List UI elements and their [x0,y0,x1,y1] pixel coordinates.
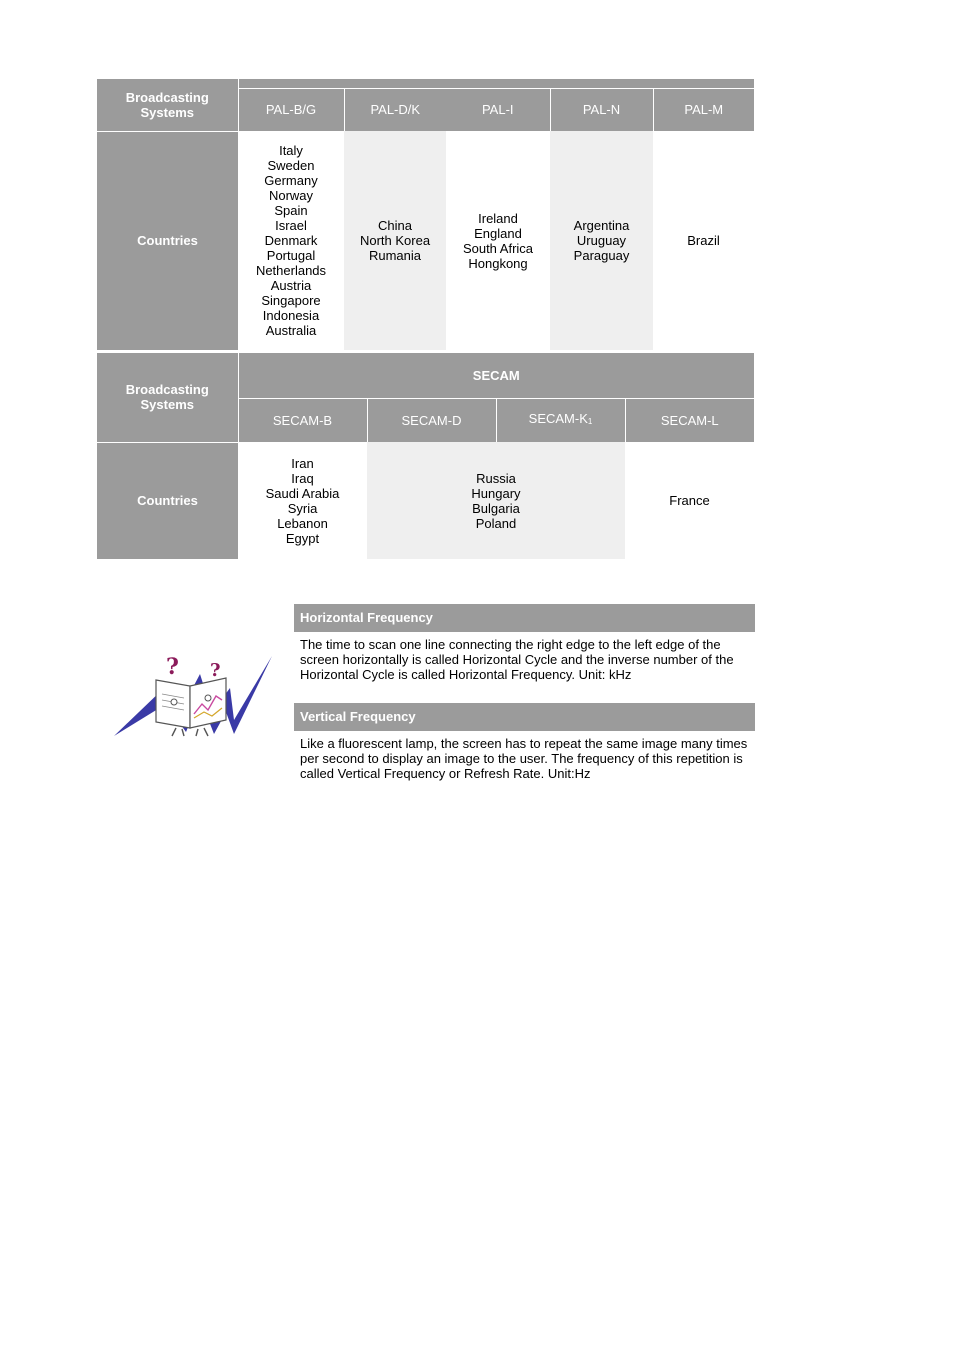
country-name: Singapore [261,293,321,308]
country-name: Austria [270,278,312,293]
pal-system-dk: PAL-D/K [344,88,446,131]
country-name: France [669,493,710,508]
pal-countries-label: Countries [97,131,238,350]
svg-text:?: ? [166,654,179,680]
country-name: Poland [475,515,517,531]
country-name: Portugal [266,248,316,263]
secam-table [97,353,754,559]
pal-header-label: Broadcasting Systems [97,79,238,131]
secam-system-d: SECAM-D [367,398,496,442]
country-name: Netherlands [255,263,327,278]
country-name: Israel [275,218,307,233]
country-name: Hongkong [468,255,528,271]
country-name: Italy [279,143,303,158]
horizontal-frequency-title: Horizontal Frequency [294,604,755,632]
country-name: Egypt [285,530,320,546]
secam-system-k: SECAM-$K_1$ [496,398,625,442]
pal-system-m: PAL-M [653,88,754,131]
pal-countries-dk [344,131,446,350]
vertical-frequency-title: Vertical Frequency [294,703,755,731]
secam-countries-l [625,442,754,559]
secam-group-label: SECAM [238,353,754,398]
secam-system-b: SECAM-B [238,398,367,442]
country-name: Denmark [264,233,318,248]
horizontal-frequency-text: The time to scan one line connecting the right edge to the left edge of the screen horizontally is called Horizontal Cycle and the inverse number of the Horizontal Cycle is called Horizontal Frequency. Unit: kHz [300,637,734,682]
pal-system-bg: PAL-B/G [238,88,344,131]
country-name: Saudi Arabia [265,485,340,501]
country-name: Germany [264,173,318,188]
country-name: Norway [268,188,314,203]
book-question-marks-icon [112,654,274,738]
secam-system-l: SECAM-L [625,398,754,442]
country-name: Rumania [368,248,422,263]
pal-system-n: PAL-N [550,88,653,131]
country-name: Hungary [471,485,521,501]
vertical-frequency-text: Like a fluorescent lamp, the screen has to repeat the same image many times per second to display an image to the user. The frequency of this repetition is called Vertical Frequency or Refresh Rate. Unit:Hz [300,736,748,781]
country-name: Australia [265,323,317,338]
pal-header-strip [238,79,754,88]
pal-countries-bg [238,131,344,350]
pal-countries-i [446,131,550,350]
pal-table [97,79,754,350]
secam-header-label: Broadcasting Systems [97,353,238,442]
country-name: Ireland [478,210,518,226]
country-name: Sweden [267,158,315,173]
country-name: Argentina [573,218,630,233]
pal-countries-n [550,131,653,350]
country-name: Lebanon [277,515,328,531]
secam-countries-b [238,442,367,559]
country-name: Spain [274,203,308,218]
country-name: South Africa [462,240,534,256]
country-name: England [474,225,522,241]
country-name: China [378,218,412,233]
country-name: North Korea [359,233,431,248]
pal-countries-m [653,131,754,350]
country-name: Bulgaria [472,500,520,516]
country-name: Uruguay [576,233,627,248]
country-name: Paraguay [573,248,630,263]
country-name: Brazil [687,233,720,248]
country-name: Iraq [291,470,314,486]
secam-countries-label: Countries [97,442,238,559]
pal-system-i: PAL-I [446,88,550,131]
country-name: Iran [291,455,314,471]
svg-text:?: ? [210,660,221,681]
country-name: Syria [287,500,318,516]
country-name: Russia [476,470,516,486]
country-name: Indonesia [262,308,320,323]
secam-countries-dk [367,442,625,559]
